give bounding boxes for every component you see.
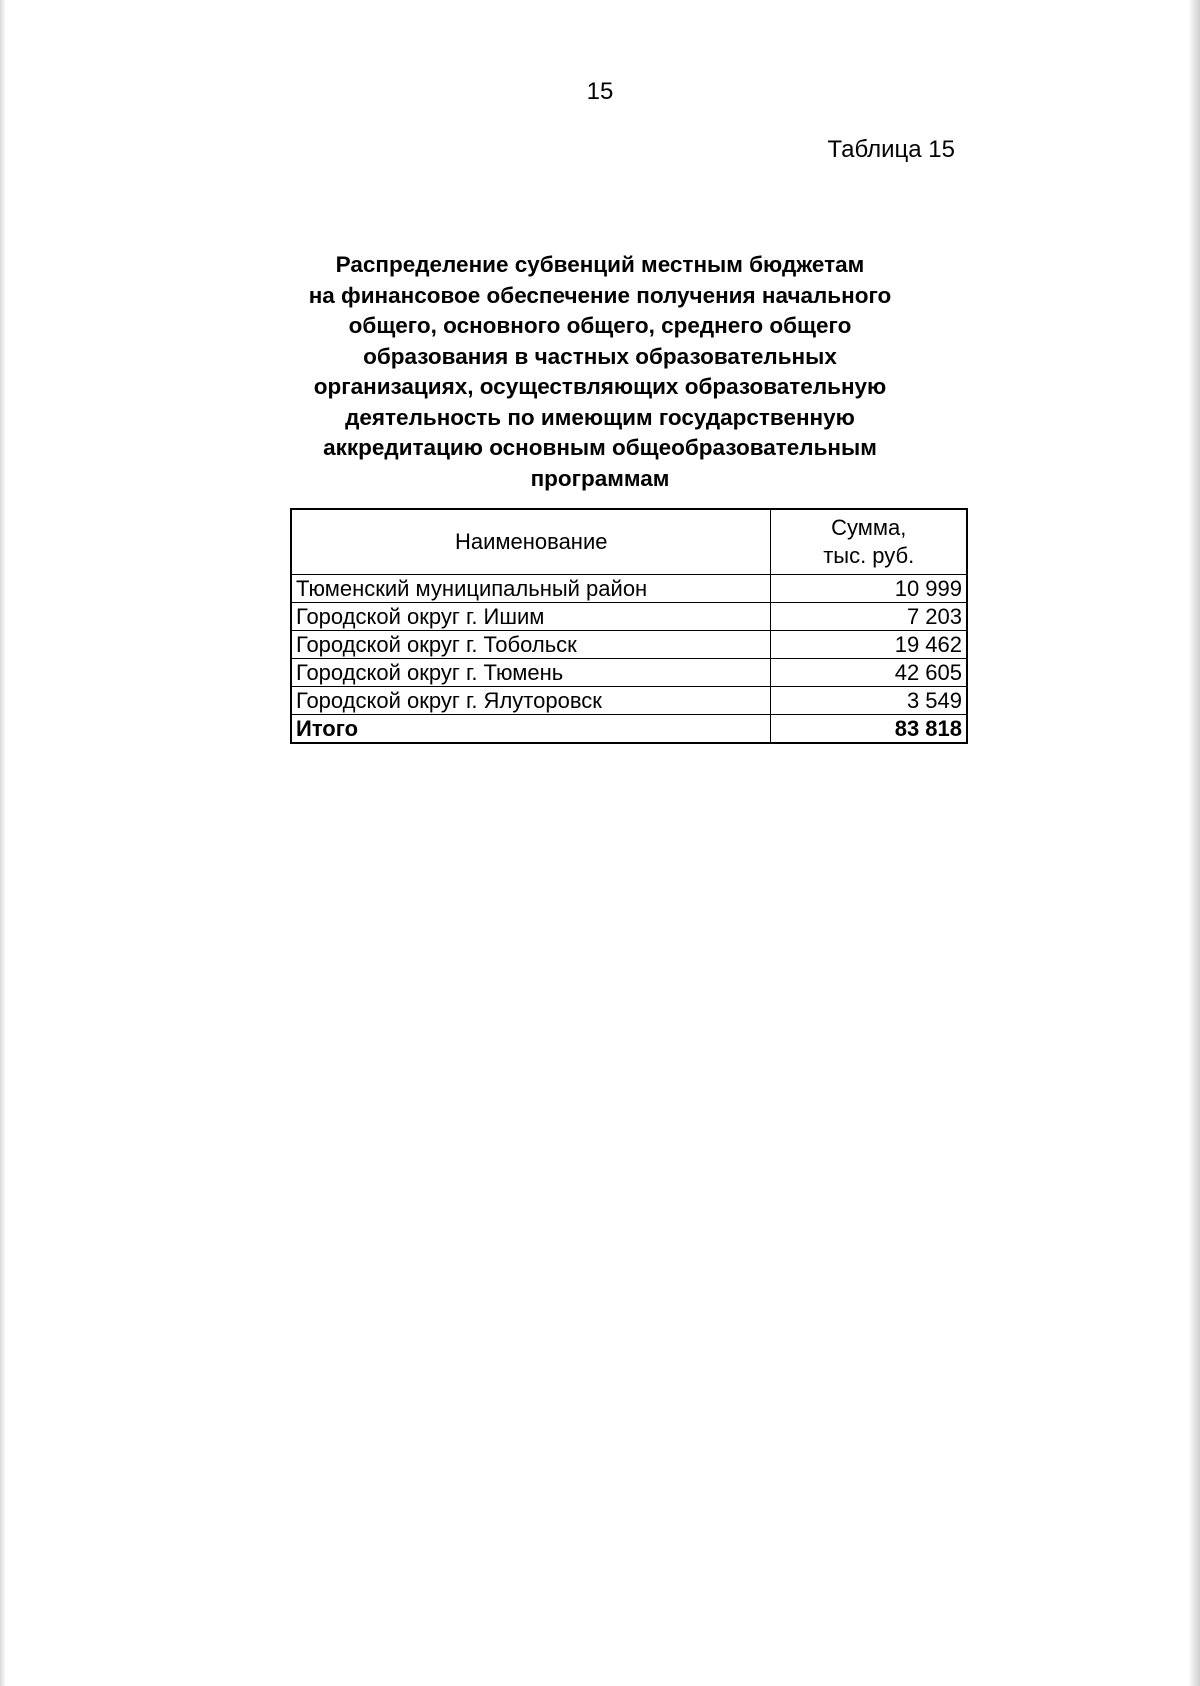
- title-line: образования в частных образовательных: [363, 343, 837, 369]
- row-sum: 19 462: [771, 631, 967, 659]
- table-label: Таблица 15: [827, 136, 955, 163]
- scan-edge-left: [0, 0, 6, 1686]
- row-sum: 7 203: [771, 603, 967, 631]
- title-line: аккредитацию основным общеобразовательным: [323, 435, 877, 460]
- header-sum-line2: тыс. руб.: [823, 543, 915, 568]
- subvention-table: [290, 508, 968, 744]
- table-row: [291, 687, 967, 715]
- row-sum: 3 549: [771, 687, 967, 715]
- table-header-row: [291, 509, 967, 575]
- row-name: Городской округ г. Ишим: [291, 603, 771, 631]
- table-row: [291, 575, 967, 603]
- header-sum: [771, 509, 967, 575]
- title-line: программам: [530, 465, 670, 491]
- title-line: общего, основного общего, среднего общего: [348, 313, 852, 338]
- table-row: [291, 603, 967, 631]
- document-title: [300, 250, 900, 494]
- title-line: деятельность по имеющим государственную: [345, 404, 855, 430]
- page-number: 15: [586, 78, 614, 105]
- table-row: [291, 659, 967, 687]
- row-name: Городской округ г. Тюмень: [291, 659, 771, 687]
- title-line: на финансовое обеспечение получения начального: [308, 282, 892, 308]
- title-line: Распределение субвенций местным бюджетам: [335, 252, 865, 277]
- total-name: Итого: [291, 715, 771, 744]
- header-name: Наименование: [291, 509, 771, 575]
- table-total-row: [291, 715, 967, 744]
- row-name: Городской округ г. Ялуторовск: [291, 687, 771, 715]
- table-row: [291, 631, 967, 659]
- row-name: Тюменский муниципальный район: [291, 575, 771, 603]
- row-sum: 10 999: [771, 575, 967, 603]
- title-line: организациях, осуществляющих образовательную: [313, 374, 887, 399]
- total-sum: 83 818: [771, 715, 967, 744]
- row-sum: 42 605: [771, 659, 967, 687]
- header-sum-line1: Сумма,: [831, 515, 907, 540]
- scan-edge-right: [1188, 0, 1200, 1686]
- row-name: Городской округ г. Тобольск: [291, 631, 771, 659]
